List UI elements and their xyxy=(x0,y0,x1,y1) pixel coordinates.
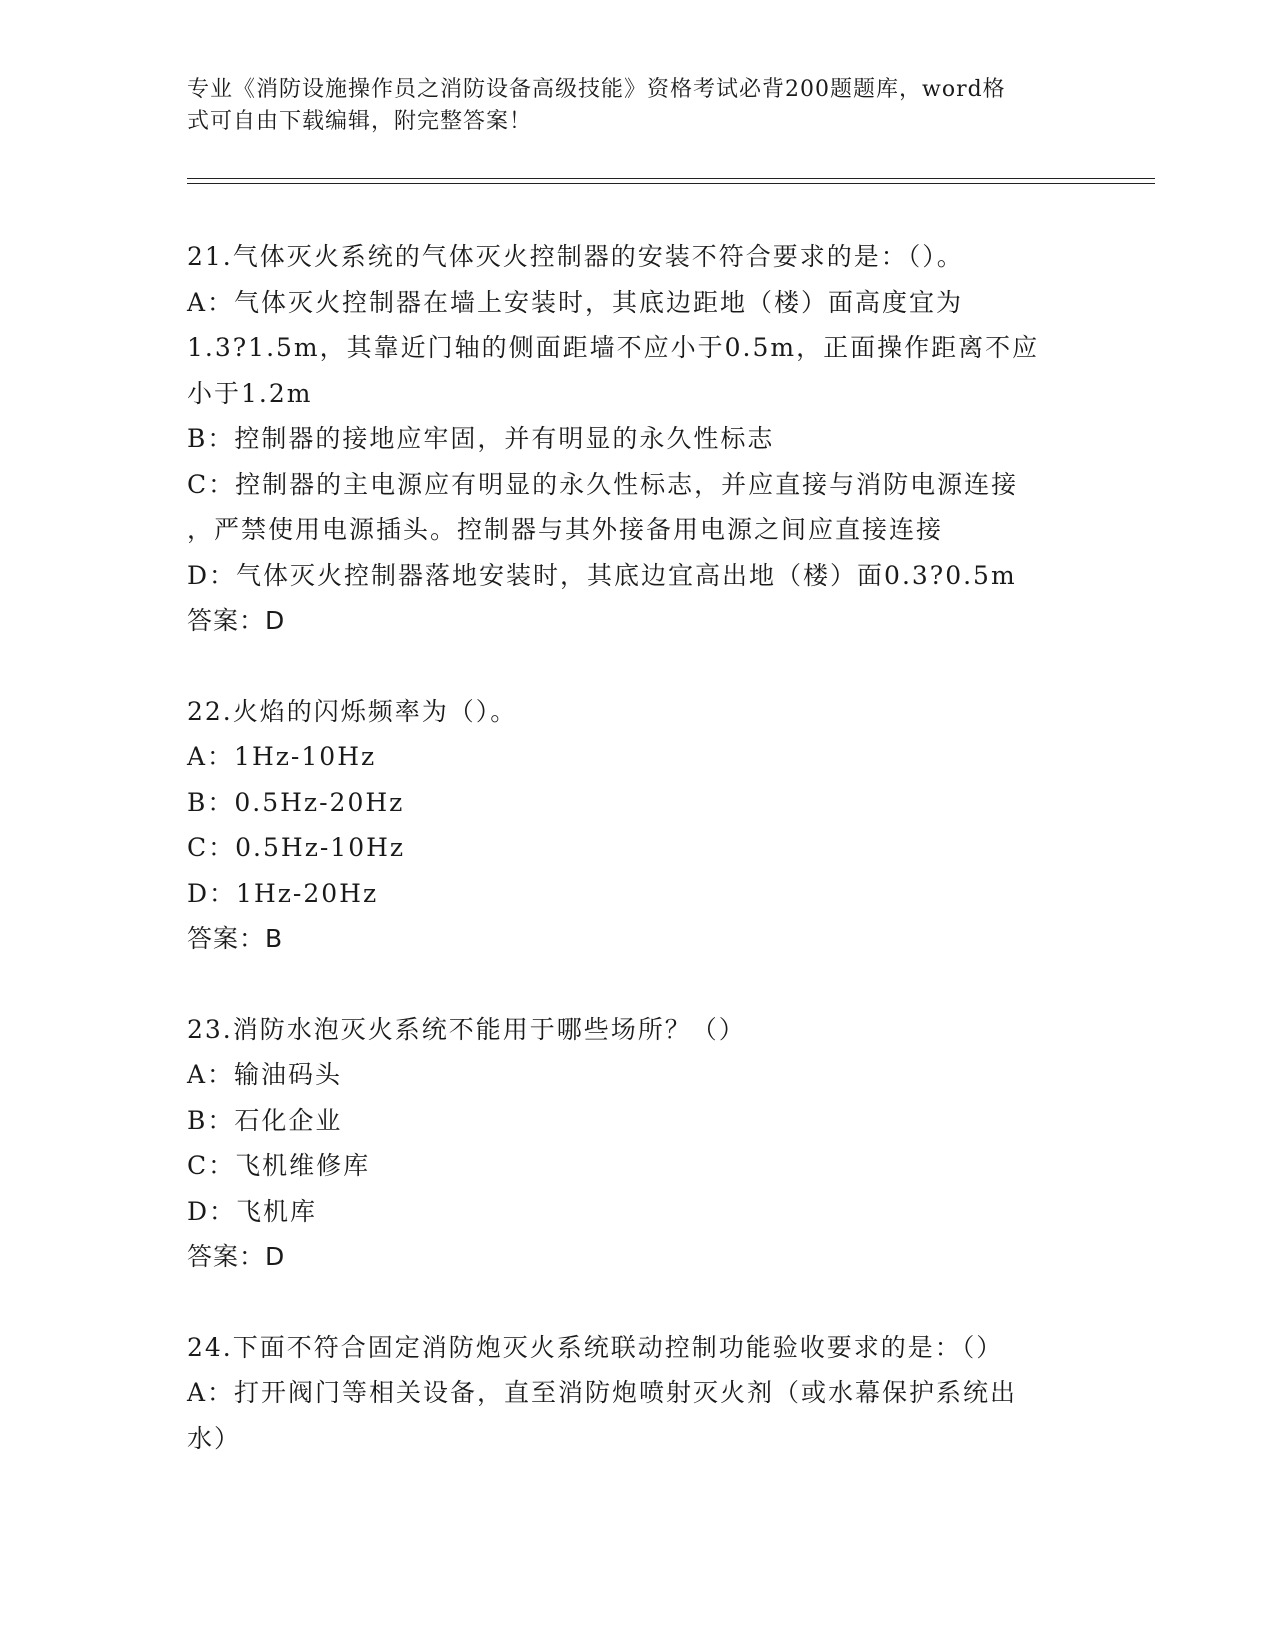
option-a-continued: 小于1.2m xyxy=(187,378,313,408)
header-intro-line: 专业《消防设施操作员之消防设备高级技能》资格考试必背200题题库，word格 xyxy=(187,77,1006,102)
option-d: D：飞机库 xyxy=(187,1196,318,1226)
option-a: A：1Hz-10Hz xyxy=(187,742,377,771)
question-block-24 xyxy=(187,1325,1087,1462)
option-c: C：飞机维修库 xyxy=(187,1151,371,1180)
answer-label: 答案：B xyxy=(187,924,284,953)
question-block-23 xyxy=(187,1007,1087,1280)
answer-label: 答案：D xyxy=(187,606,286,635)
question-block-22 xyxy=(187,689,1087,962)
option-d: D：1Hz-20Hz xyxy=(187,878,379,908)
option-b: B：控制器的接地应牢固，并有明显的永久性标志 xyxy=(187,424,775,453)
option-d: D：气体灭火控制器落地安装时，其底边宜高出地（楼）面0.3?0.5m xyxy=(187,560,1017,590)
question-stem: 23.消防水泡灭火系统不能用于哪些场所？（） xyxy=(187,1014,746,1044)
option-a: A：输油码头 xyxy=(187,1060,343,1089)
option-a-continued: 1.3?1.5m，其靠近门轴的侧面距墙不应小于0.5m，正面操作距离不应 xyxy=(187,333,1040,362)
question-block-21 xyxy=(187,234,1087,644)
option-a: A：气体灭火控制器在墙上安装时，其底边距地（楼）面高度宜为 xyxy=(187,287,964,317)
option-b: B：石化企业 xyxy=(187,1105,343,1135)
option-c-continued: ，严禁使用电源插头。控制器与其外接备用电源之间应直接连接 xyxy=(187,515,944,544)
option-a-continued: 水） xyxy=(187,1423,242,1453)
option-c: C：控制器的主电源应有明显的永久性标志，并应直接与消防电源连接 xyxy=(187,469,1019,499)
document-header xyxy=(187,74,1067,138)
header-divider xyxy=(187,183,1155,184)
header-intro-line: 式可自由下载编辑，附完整答案！ xyxy=(187,109,533,134)
question-stem: 24.下面不符合固定消防炮灭火系统联动控制功能验收要求的是：（） xyxy=(187,1332,1004,1362)
option-c: C：0.5Hz-10Hz xyxy=(187,833,406,862)
option-b: B：0.5Hz-20Hz xyxy=(187,787,405,817)
question-stem: 21.气体灭火系统的气体灭火控制器的安装不符合要求的是：（）。 xyxy=(187,242,964,271)
question-stem: 22.火焰的闪烁频率为（）。 xyxy=(187,696,518,726)
question-list xyxy=(187,234,1087,1506)
option-a: A：打开阀门等相关设备，直至消防炮喷射灭火剂（或水幕保护系统出 xyxy=(187,1378,1018,1407)
header-divider xyxy=(187,178,1155,179)
answer-label: 答案：D xyxy=(187,1242,286,1271)
